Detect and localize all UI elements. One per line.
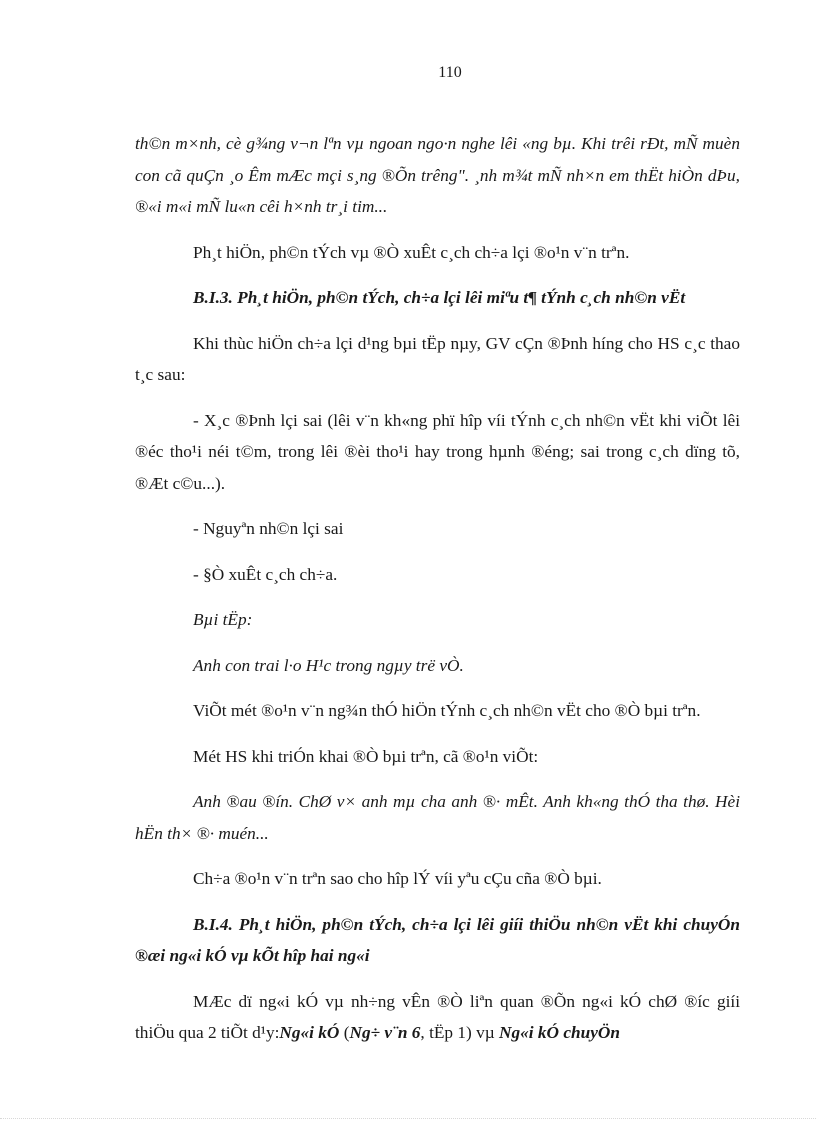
final-paragraph-text: MÆc dï ng«i kÓ vµ nh÷ng vÊn ®Ò liªn quan ®Õn ng«i kÓ chØ ®íc giíi thiÖu qua 2 tiÕt d¹y:: [135, 991, 740, 1042]
bullet-propose-fix: - §Ò xuÊt c¸ch ch÷a.: [193, 564, 338, 584]
exercise-task: ViÕt mét ®o¹n v¨n ng¾n thÓ hiÖn tÝnh c¸ch nh©n vËt cho ®Ò bµi trªn.: [193, 701, 701, 720]
section-heading-b-i-3: B.I.3. Ph¸t hiÖn, ph©n tÝch, ch÷a lçi lêi miªu t¶ tÝnh c¸ch nh©n vËt: [193, 288, 686, 307]
exercise-topic: Anh con trai l·o H¹c trong ngµy trë vÒ.: [193, 655, 464, 675]
bullet-identify-error: - X¸c ®Þnh lçi sai (lêi v¨n kh«ng phï hîp víi tÝnh c¸ch nh©n vËt khi viÕt lêi ®éc tho¹i néi t©m, trong lêi ®èi tho¹i hay trong hµnh ®éng; sai trong c¸ch dïng tõ, ®Æt c©u...).: [135, 410, 740, 493]
lesson-title-1: Ng«i kÓ: [279, 1023, 340, 1042]
instruction-paragraph: Ph¸t hiÖn, ph©n tÝch vµ ®Ò xuÊt c¸ch ch÷a lçi ®o¹n v¨n trªn.: [193, 242, 630, 262]
guidance-paragraph: Khi thùc hiÖn ch÷a lçi d¹ng bµi tËp nµy, GV cÇn ®Þnh híng cho HS c¸c thao t¸c sau:: [135, 333, 740, 384]
bullet-cause: - Nguyªn nh©n lçi sai: [193, 519, 344, 538]
final-paragraph-open-paren: (: [339, 1023, 350, 1042]
italic-quote-paragraph: th©n m×nh, cè g¾ng v¬n lªn vµ ngoan ngo·n nghe lêi «ng bµ. Khi trêi rÐt, mÑ muèn con cã quÇn ¸o Êm mÆc mçi s¸ng ®Õn trêng". ¸nh m¾t mÑ nh×n em thËt hiÒn dÞu, ®«i m«i mÑ lu«n cêi h×nh tr¸i tim...: [135, 134, 740, 216]
final-paragraph: [135, 986, 740, 1049]
section-heading-b-i-4: B.I.4. Ph¸t hiÖn, ph©n tÝch, ch÷a lçi lêi giíi thiÖu nh©n vËt khi chuyÓn ®æi ng«i kÓ vµ kÕt hîp hai ng«i: [135, 914, 740, 965]
final-paragraph-volume: , tËp 1) vµ: [420, 1023, 500, 1042]
exercise-label: Bµi tËp:: [193, 610, 253, 629]
textbook-title: Ng÷ v¨n 6: [349, 1023, 421, 1042]
lesson-title-2: Ng«i kÓ chuyÖn: [499, 1023, 620, 1042]
footer-divider: [0, 1118, 816, 1119]
student-intro: Mét HS khi triÓn khai ®Ò bµi trªn, cã ®o¹n viÕt:: [193, 746, 539, 766]
fix-instruction: Ch÷a ®o¹n v¨n trªn sao cho hîp lÝ víi yªu cÇu cña ®Ò bµi.: [193, 869, 602, 888]
student-excerpt: Anh ®au ®ín. ChØ v× anh mµ cha anh ®· mÊt. Anh kh«ng thÓ tha thø. Hèi hËn th× ®· muén...: [135, 792, 740, 843]
document-body: [135, 128, 740, 1063]
page-number: 110: [438, 64, 462, 81]
